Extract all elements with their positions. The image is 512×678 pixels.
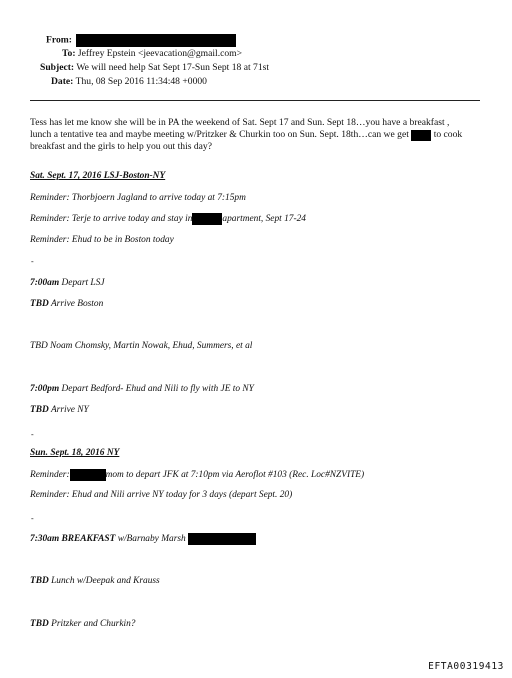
- separator-dash: -: [31, 430, 34, 439]
- intro-line-2-end: to cook: [433, 129, 463, 141]
- sched-item-depart-lsj: 7:00am Depart LSJ: [30, 278, 105, 288]
- sched-item-arrive-boston: TBD Arrive Boston: [30, 299, 104, 309]
- sat-reminder-1: Reminder: Thorbjoern Jagland to arrive today at 7:15pm: [30, 193, 246, 203]
- intro-line-3: breakfast and the girls to help you out this day?: [30, 141, 212, 153]
- subject-label: Subject:: [40, 62, 75, 73]
- subject-row: [40, 62, 269, 74]
- sched-item-lunch: TBD Lunch w/Deepak and Krauss: [30, 576, 160, 586]
- redaction-box: [70, 469, 106, 481]
- sched-item-arrive-ny: TBD Arrive NY: [30, 405, 89, 415]
- sched-item-pritzker: TBD Pritzker and Churkin?: [30, 619, 136, 629]
- header-divider: [30, 100, 480, 101]
- to-value: Jeffrey Epstein <jeevacation@gmail.com>: [77, 48, 243, 59]
- document-id: EFTA00319413: [428, 661, 504, 672]
- separator-dash: -: [31, 514, 34, 523]
- from-label: From:: [46, 34, 72, 46]
- redaction-box: [188, 533, 256, 545]
- date-label: Date:: [51, 76, 74, 87]
- subject-value: We will need help Sat Sept 17-Sun Sept 18 at 71st: [76, 62, 270, 73]
- sat-heading: Sat. Sept. 17, 2016 LSJ-Boston-NY: [30, 171, 166, 181]
- intro-paragraph: [30, 117, 482, 154]
- sat-reminder-3: Reminder: Ehud to be in Boston today: [30, 235, 174, 245]
- from-row: [46, 34, 236, 47]
- intro-line-2: [30, 129, 482, 141]
- sat-reminder-2: Reminder: Terje to arrive today and stay in apartment, Sept 17-24: [30, 214, 306, 225]
- separator-dash: -: [31, 257, 34, 266]
- to-label: To:: [62, 48, 76, 59]
- sun-heading: Sun. Sept. 18, 2016 NY: [30, 448, 120, 458]
- redaction-box: [76, 34, 236, 47]
- date-value: Thu, 08 Sep 2016 11:34:48 +0000: [75, 76, 207, 87]
- redaction-box: [192, 213, 222, 225]
- intro-line-1: Tess has let me know she will be in PA the weekend of Sat. Sept 17 and Sun. Sept 18…you have a breakfast ,: [30, 117, 450, 128]
- sun-reminder-1: Reminder: mom to depart JFK at 7:10pm via Aeroflot #103 (Rec. Loc#NZVITE): [30, 470, 365, 481]
- to-row: [62, 48, 242, 60]
- sched-item-breakfast: 7:30am BREAKFAST w/Barnaby Marsh: [30, 533, 256, 545]
- date-row: [51, 76, 207, 88]
- sched-item-depart-bedford: 7:00pm Depart Bedford- Ehud and Nili to fly with JE to NY: [30, 384, 254, 394]
- sched-item-meeting: TBD Noam Chomsky, Martin Nowak, Ehud, Summers, et al: [30, 341, 253, 351]
- redaction-box: [411, 130, 431, 141]
- intro-line-2-text: lunch a tentative tea and maybe meeting w/Pritzker & Churkin too on Sun. Sept. 18th…can we get: [30, 129, 409, 141]
- sun-reminder-2: Reminder: Ehud and Nili arrive NY today for 3 days (depart Sept. 20): [30, 490, 293, 500]
